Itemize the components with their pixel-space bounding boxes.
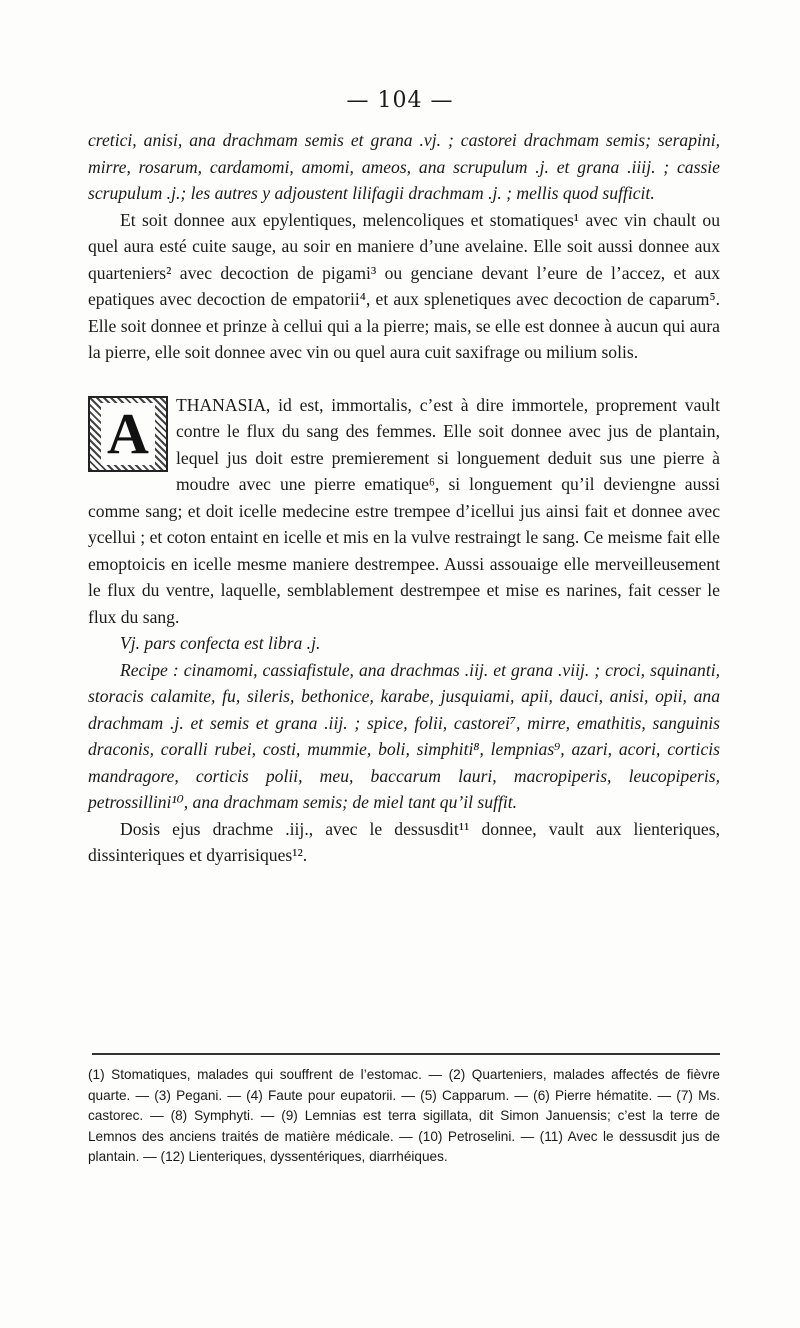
footnotes bbox=[88, 1065, 720, 1168]
paragraph-parts: Vj. pars confecta est libra .j. bbox=[120, 633, 321, 653]
page-number: — 104 — bbox=[346, 88, 454, 113]
paragraph-dosis: Dosis ejus drachme .iij., avec le dessusdit¹¹ donnee, vault aux lienteriques, dissinteriques et dyarrisiques¹². bbox=[88, 818, 720, 865]
paragraph-recipe: Recipe : cinamomi, cassiafistule, ana drachmas .iij. et grana .viij. ; croci, squinanti, storacis calamite, fu, sileris, bethonice, karabe, jusquiami, apii, dauci, anisi, opii, ana drachmam .j. et semis et grana .iij. ; spice, folii, castorei⁷, mirre, emathitis, sanguinis draconis, coralli rubei, costi, mummie, boli, simphiti⁸, lempnias⁹, azari, acori, corticis mandragore, corticis polii, meu, baccarum lauri, macropiperis, leucopiperis, petrossillini¹⁰, ana drachmam semis; de miel tant qu’il suffit. bbox=[88, 659, 720, 812]
decorated-initial: A bbox=[88, 396, 168, 472]
paragraph-athanasia: THANASIA, id est, immortalis, c’est à dire immortele, proprement vault contre le flux du sang des femmes. Elle soit donnee avec jus de plantain, lequel jus doit estre premierement si longuement deduit sus une pierre à moudre avec une pierre ematique⁶, si longuement qu’il deviengne aussi comme sang; et doit icelle medecine estre trempee d’icellui jus ainsi fait et donnee avec ycellui ; et coton entaint en icelle et mis en la vulve restraingt le sang. Ce meisme fait elle emoptoicis en icelle mesme maniere destrempee. Aussi assouaige elle merveilleusement le flux du ventre, laquelle, semblablement destrempee et mise es narines, fait cesser le flux du sang. bbox=[88, 394, 720, 627]
footnote-text: (1) Stomatiques, malades qui souffrent de l’estomac. — (2) Quarteniers, malades affectés de fièvre quarte. — (3) Pegani. — (4) Faute pour eupatorii. — (5) Capparum. — (6) Pierre hématite. — (7) Ms. castorec. — (8) Symphyti. — (9) Lemnias est terra sigillata, dit Simon Januensis; c’est la terre de Lemnos des anciens traités de matière médicale. — (10) Petroselini. — (11) Avec le dessusdit jus de plantain. — (12) Lienteriques, dyssentériques, diarrhéiques. bbox=[88, 1067, 720, 1164]
body-text bbox=[88, 127, 720, 869]
footnote-divider bbox=[92, 1053, 720, 1055]
paragraph-recipe-continuation: cretici, anisi, ana drachmam semis et grana .vj. ; castorei drachmam semis; serapini, mirre, rosarum, cardamomi, amomi, ameos, ana scrupulum .j. et grana .iiij. ; cassie scrupulum .j.; les autres y adjoustent lilifagii drachmam .j. ; mellis quod sufficit. bbox=[88, 130, 720, 203]
paragraph-administration: Et soit donnee aux epylentiques, melencoliques et stomatiques¹ avec vin chault ou quel aura esté cuite sauge, au soir en maniere d’une avelaine. Elle soit aussi donnee aux quarteniers² avec decoction de pigami³ ou genciane devant l’eure de l’accez, et aux epatiques avec decoction de empatorii⁴, et aux splenetiques avec decoction de caparum⁵. Elle soit donnee et prinze à cellui qui a la pierre; mais, se elle est donnee à aucun qui aura la pierre, elle soit donnee avec vin ou quel aura cuit saxifrage ou milium solis. bbox=[88, 209, 720, 362]
